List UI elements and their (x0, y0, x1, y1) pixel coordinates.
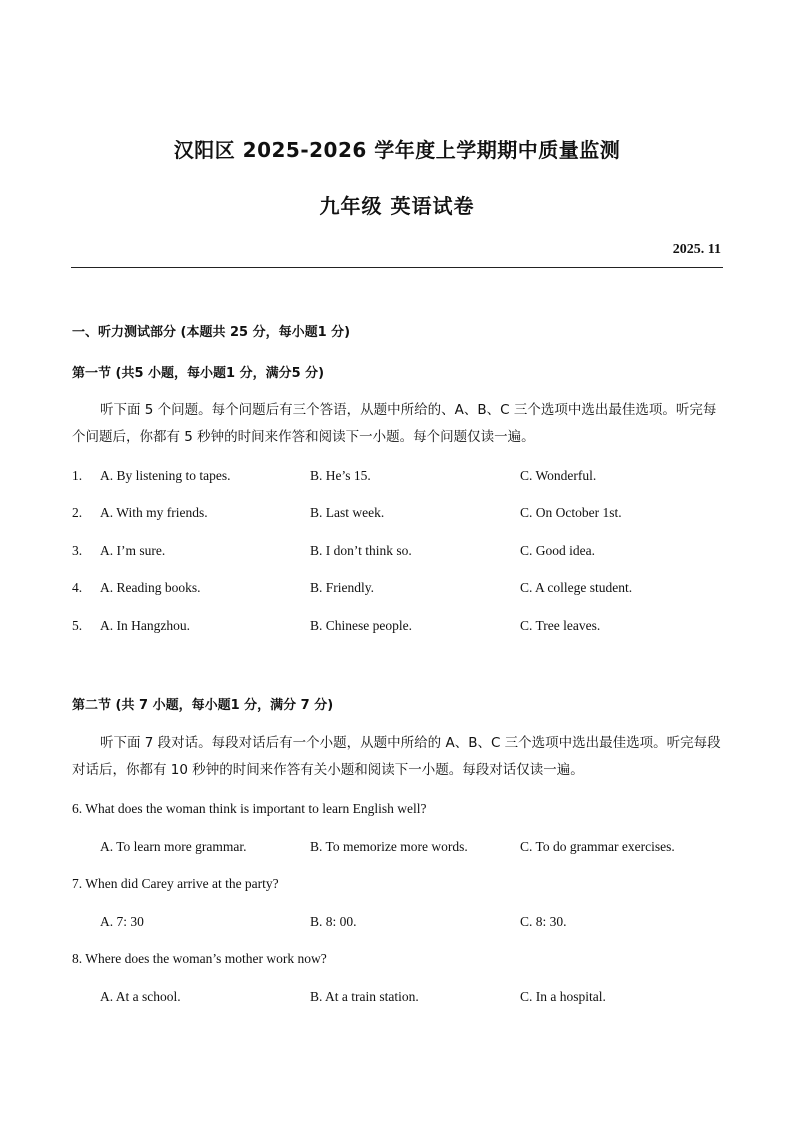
option-a: A. Reading books. (100, 580, 201, 595)
section1-heading: 第一节 (共5 小题，每小题1 分，满分5 分) (72, 366, 325, 381)
option-b: B. Friendly. (310, 580, 374, 595)
question-stem: 7. When did Carey arrive at the party? (72, 876, 279, 891)
option-c: C. Wonderful. (520, 468, 597, 483)
option-c: C. Good idea. (520, 543, 595, 558)
question-stem: 6. What does the woman think is important to learn English well? (72, 801, 427, 816)
option-a: A. By listening to tapes. (100, 468, 231, 483)
question-number: 3. (72, 543, 83, 558)
question-row (72, 468, 724, 488)
question-number: 2. (72, 505, 83, 520)
option-a: A. In Hangzhou. (100, 618, 190, 633)
question-number: 5. (72, 618, 83, 633)
option-b: B. To memorize more words. (310, 839, 468, 854)
question-row (72, 914, 724, 934)
header-divider (71, 267, 723, 268)
exam-title: 汉阳区 2025-2026 学年度上学期期中质量监测 (173, 138, 621, 162)
option-b: B. Chinese people. (310, 618, 412, 633)
option-c: C. A college student. (520, 580, 633, 595)
option-c: C. 8: 30. (520, 914, 567, 929)
question-number: 1. (72, 468, 83, 483)
section2-instructions: 听下面 7 段对话。每段对话后有一个小题，从题中所给的 A、B、C 三个选项中选出最佳选项。听完每段对话后，你都有 10 秒钟的时间来作答有关小题和阅读下一小题。每段对话仅读一遍。 (72, 735, 721, 778)
question-row (72, 580, 724, 600)
option-b: B. I don’t think so. (310, 543, 412, 558)
option-b: B. 8: 00. (310, 914, 357, 929)
option-a: A. With my friends. (100, 505, 208, 520)
exam-date: 2025. 11 (672, 242, 721, 257)
option-c: C. To do grammar exercises. (520, 839, 675, 854)
question-number: 4. (72, 580, 83, 595)
option-c: C. On October 1st. (520, 505, 622, 520)
option-a: A. At a school. (100, 989, 181, 1004)
option-b: B. At a train station. (310, 989, 419, 1004)
option-a: A. To learn more grammar. (100, 839, 247, 854)
option-c: C. In a hospital. (520, 989, 606, 1004)
section2-heading: 第二节 (共 7 小题，每小题1 分，满分 7 分) (72, 698, 334, 713)
question-row (72, 839, 724, 859)
option-b: B. Last week. (310, 505, 385, 520)
question-row (72, 618, 724, 638)
option-c: C. Tree leaves. (520, 618, 601, 633)
option-a: A. 7: 30 (100, 914, 144, 929)
part-heading: 一、听力测试部分 (本题共 25 分，每小题1 分) (72, 325, 351, 340)
question-stem: 8. Where does the woman’s mother work now? (72, 951, 327, 966)
option-b: B. He’s 15. (310, 468, 371, 483)
option-a: A. I’m sure. (100, 543, 166, 558)
exam-subtitle: 九年级 英语试卷 (319, 194, 475, 218)
question-row (72, 505, 724, 525)
question-row (72, 989, 724, 1009)
section1-instructions: 听下面 5 个问题。每个问题后有三个答语，从题中所给的、A、B、C 三个选项中选出最佳选项。听完每个问题后，你都有 5 秒钟的时间来作答和阅读下一小题。每个问题仅读一遍。 (72, 402, 717, 445)
question-row (72, 543, 724, 563)
